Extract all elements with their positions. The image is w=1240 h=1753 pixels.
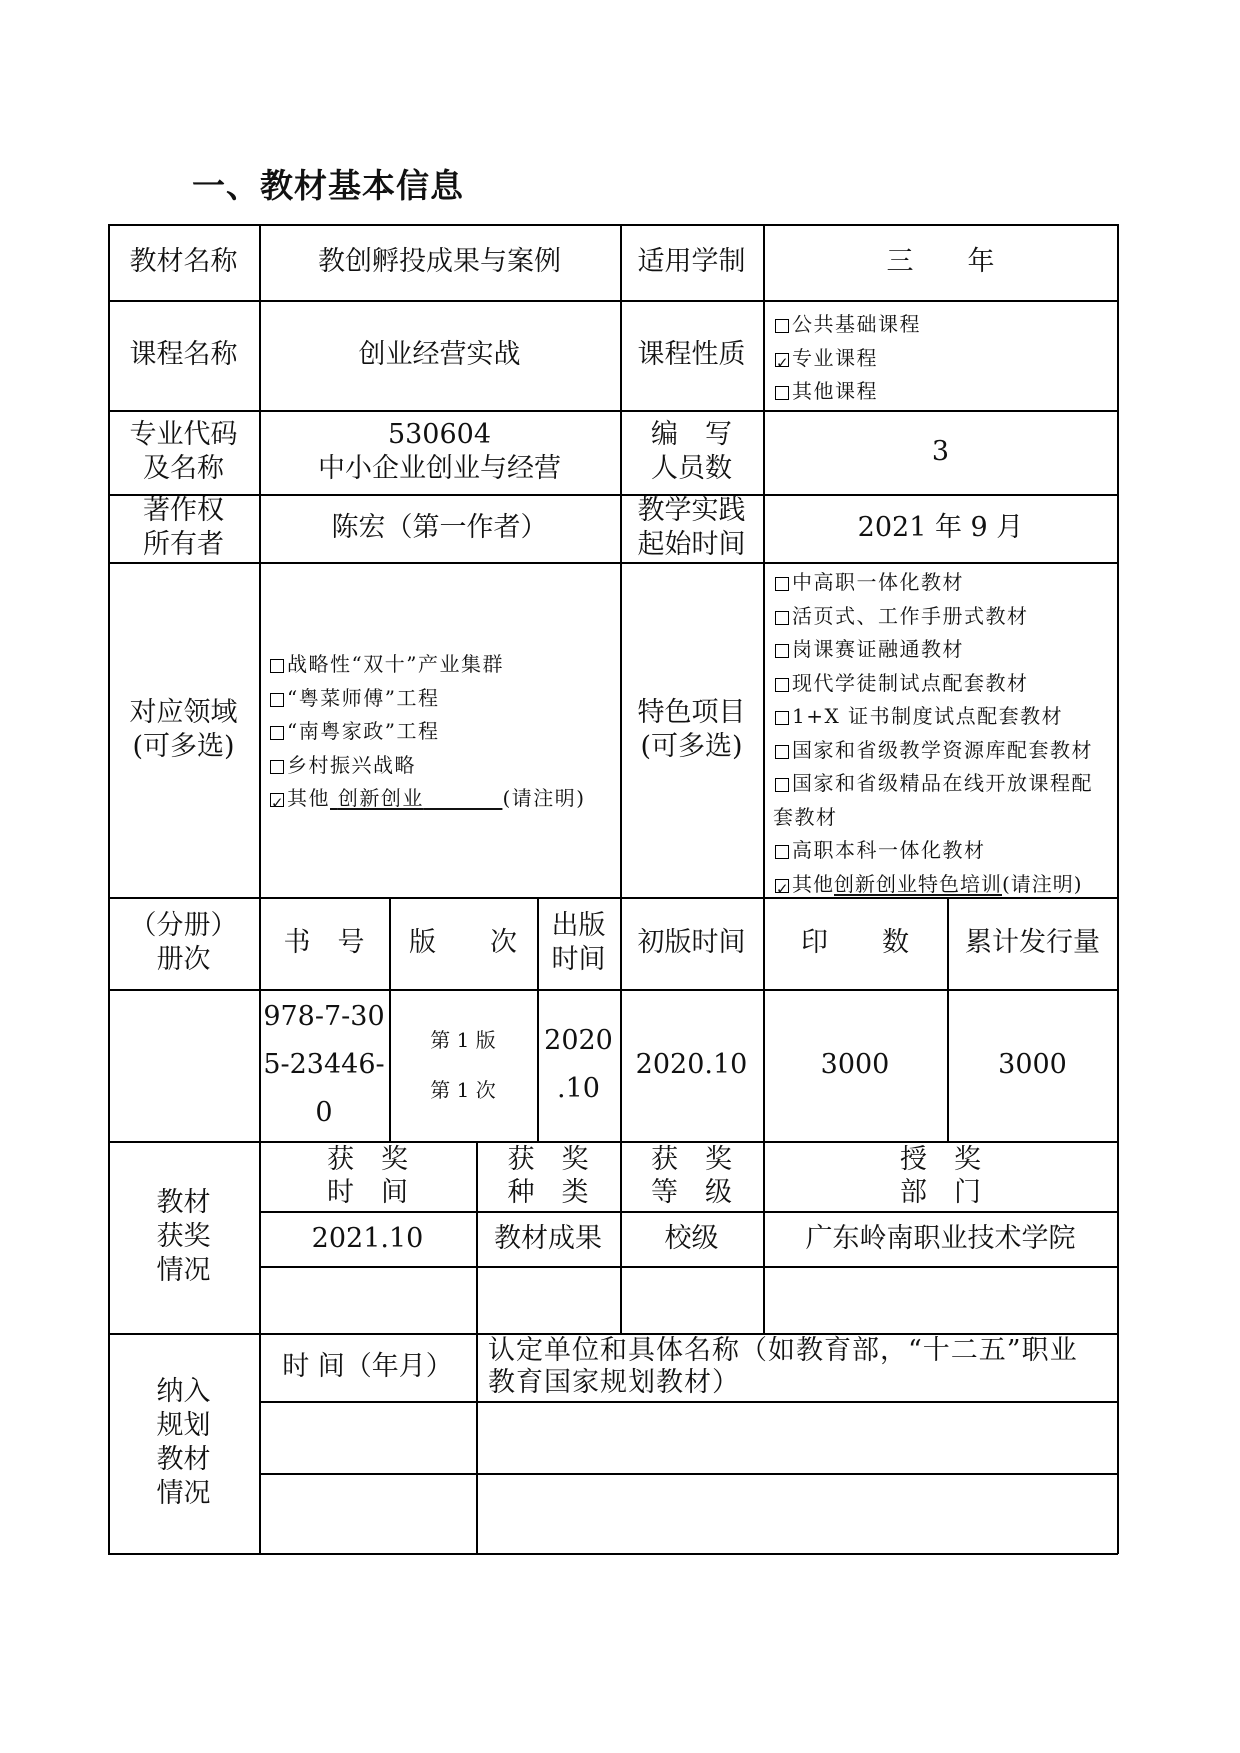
book-name-value: 教创孵投成果与案例 [318,246,561,277]
label-total: 累计发行量 [965,927,1100,958]
award-dept-header: 授 奖 部 门 [900,1144,981,1208]
award-time-value: 2021.10 [311,1222,424,1254]
label-plan: 纳入 规划 教材 情况 [156,1376,211,1509]
feature-option[interactable]: 岗课赛证融通教材 [775,633,1093,667]
label-volume: （分册） 册次 [129,910,238,975]
label-book-name: 教材名称 [129,246,238,277]
major-name: 中小企业创业与经营 [318,453,561,484]
practice-start-value: 2021 年 9 月 [857,512,1024,543]
school-system-value: 三 年 [886,246,995,277]
feature-option[interactable]: 高职本科一体化教材 [775,834,1093,868]
checkbox-icon[interactable] [775,386,789,400]
checkbox-icon[interactable] [775,319,789,333]
print-count-value: 3000 [820,1049,890,1080]
checkbox-icon[interactable] [270,726,284,740]
checkbox-icon[interactable] [270,693,284,707]
writers-value: 3 [931,436,950,467]
label-copyright-owner: 著作权 所有者 [143,495,224,560]
volume-value [108,989,259,1141]
field-options [270,648,586,816]
checkbox-checked-icon[interactable] [775,879,789,893]
grid-line [259,1266,1118,1268]
grid-line [259,1401,1118,1403]
feature-options [775,566,1093,901]
checkbox-icon[interactable] [775,644,789,658]
nature-option[interactable]: ✓专业课程 [775,342,921,376]
course-nature-options [775,308,921,409]
label-pub-time: 出版 时间 [551,910,606,975]
field-option[interactable]: “粤菜师傅”工程 [270,682,586,716]
label-feature: 特色项目 (可多选) [637,696,746,762]
label-award: 教材 获奖 情况 [156,1187,211,1286]
label-major: 专业代码 及名称 [129,419,238,484]
field-option[interactable]: 乡村振兴战略 [270,749,586,783]
feature-option[interactable]: 中高职一体化教材 [775,566,1093,600]
field-option[interactable]: “南粤家政”工程 [270,715,586,749]
award-level-header: 获 奖 等 级 [651,1144,732,1208]
nature-option[interactable]: 其他课程 [775,375,921,409]
pub-time-value: 2020 .10 [544,1025,613,1104]
checkbox-icon[interactable] [270,659,284,673]
grid-line [259,1473,1118,1475]
section-heading: 一、教材基本信息 [192,166,464,205]
first-pub-value: 2020.10 [635,1049,748,1080]
course-name-value: 创业经营实战 [358,339,521,370]
feature-option[interactable]: 国家和省级精品在线开放课程配 [775,767,1093,801]
label-school-system: 适用学制 [637,246,746,277]
award-type-header: 获 奖 种 类 [507,1144,589,1208]
copyright-owner-value: 陈宏（第一作者） [331,512,548,543]
label-practice-start: 教学实践 起始时间 [637,495,746,560]
field-option[interactable]: 战略性“双十”产业集群 [270,648,586,682]
label-print-count: 印 数 [801,927,909,958]
label-writers: 编 写 人员数 [651,419,732,484]
feature-option[interactable]: 1+X 证书制度试点配套教材 [775,700,1093,734]
plan-time-header: 时 间（年月） [282,1351,453,1382]
isbn-value: 978-7-30 5-23446- 0 [263,1001,385,1128]
feature-other-input[interactable]: 创新创业特色培训 [834,871,1002,896]
checkbox-checked-icon[interactable] [270,793,284,807]
feature-option-other[interactable]: ✓其他创新创业特色培训(请注明) [775,868,1093,902]
checkbox-icon[interactable] [775,778,789,792]
checkbox-icon[interactable] [775,611,789,625]
award-type-value: 教材成果 [494,1222,602,1254]
nature-option[interactable]: 公共基础课程 [775,308,921,342]
checkbox-icon[interactable] [775,745,789,759]
plan-unit-header: 认定单位和具体名称（如教育部，“十二五”职业 教育国家规划教材） [488,1335,1078,1398]
label-course-nature: 课程性质 [637,339,746,370]
edition-value: 第 1 版 第 1 次 [430,1028,496,1102]
major-code: 530604 [387,419,492,450]
award-dept-value: 广东岭南职业技术学院 [805,1222,1076,1254]
label-edition: 版 次 [409,927,517,958]
feature-option-continued: 套教材 [773,804,838,829]
checkbox-icon[interactable] [775,577,789,591]
checkbox-icon[interactable] [775,845,789,859]
label-course-name: 课程名称 [129,339,238,370]
checkbox-icon[interactable] [775,711,789,725]
checkbox-icon[interactable] [270,760,284,774]
field-option-other[interactable]: ✓其他 创新创业 (请注明) [270,782,586,816]
total-value: 3000 [998,1049,1067,1080]
label-field: 对应领域 (可多选) [129,696,238,762]
checkbox-checked-icon[interactable] [775,353,789,367]
field-other-input[interactable]: 创新创业 [337,786,424,810]
award-time-header: 获 奖 时 间 [327,1144,408,1208]
label-isbn: 书 号 [283,927,365,958]
label-first-pub: 初版时间 [637,927,746,958]
checkbox-icon[interactable] [775,678,789,692]
major-value [259,410,620,494]
feature-option[interactable]: 现代学徒制试点配套教材 [775,667,1093,701]
award-level-value: 校级 [664,1222,719,1254]
feature-option[interactable]: 活页式、工作手册式教材 [775,600,1093,634]
feature-option[interactable]: 国家和省级教学资源库配套教材 [775,734,1093,768]
